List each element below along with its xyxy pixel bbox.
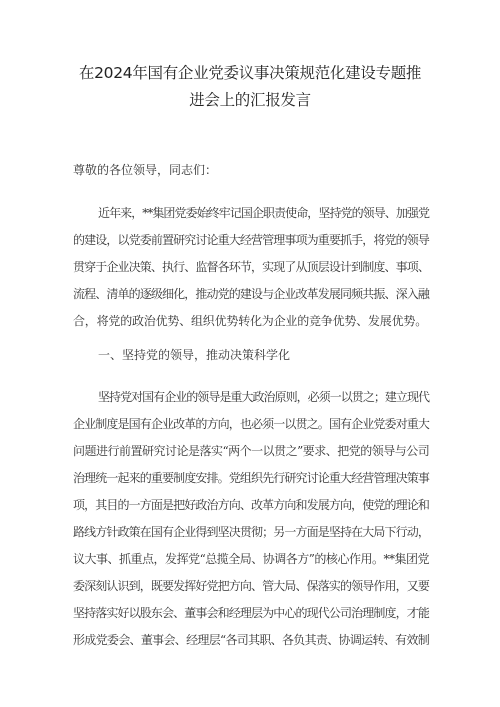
section-line: 治理统一起来的重要制度安排。党组织先行研究讨论重大经营管理决策事 — [73, 471, 429, 485]
section-line: 路线方针政策在国有企业得到坚决贯彻；另一方面是坚持在大局下行动， — [73, 525, 429, 539]
section-paragraph — [73, 384, 429, 654]
intro-line: 流程、清单的逐级细化，推动党的建设与企业改革发展同频共振、深入融 — [73, 287, 429, 301]
section-line: 项，其目的一方面是把好政治方向、改革方向和发展方向，使党的理论和 — [73, 498, 429, 512]
intro-line: 合，将党的政治优势、组织优势转化为企业的竞争优势、发展优势。 — [73, 314, 428, 328]
section-line: 议大事、抓重点，发挥党“总揽全局、协调各方”的核心作用。**集团党 — [73, 552, 429, 566]
section-line: 问题进行前置研究讨论是落实“两个一以贯之”要求、把党的领导与公司 — [73, 444, 430, 458]
intro-line: 贯穿于企业决策、执行、监督各环节，实现了从顶层设计到制度、事项、 — [73, 260, 429, 274]
greeting: 尊敬的各位领导，同志们： — [73, 163, 218, 177]
section-line: 委深刻认识到，既要发挥好党把方向、管大局、保落实的领导作用，又要 — [73, 579, 429, 593]
section-heading: 一、坚持党的领导，推动决策科学化 — [98, 348, 291, 362]
intro-paragraph — [73, 200, 429, 335]
intro-line: 近年来，**集团党委始终牢记国企职责使命，坚持党的领导、加强党 — [98, 206, 429, 220]
document-title — [64, 60, 436, 114]
document-title-line-2: 进会上的汇报发言 — [189, 91, 311, 109]
section-line: 坚持落实好以股东会、董事会和经理层为中心的现代公司治理制度，才能 — [73, 606, 429, 620]
section-line: 企业制度是国有企业改革的方向，也必须一以贯之。国有企业党委对重大 — [73, 417, 429, 431]
document-title-line-1: 在2024年国有企业党委议事决策规范化建设专题推 — [78, 64, 422, 82]
section-line: 形成党委会、董事会、经理层“各司其职、各负其责、协调运转、有效制 — [73, 633, 429, 647]
section-line: 坚持党对国有企业的领导是重大政治原则，必须一以贯之；建立现代 — [98, 390, 429, 404]
intro-line: 的建设，以党委前置研究讨论重大经营管理事项为重要抓手，将党的领导 — [73, 233, 429, 247]
